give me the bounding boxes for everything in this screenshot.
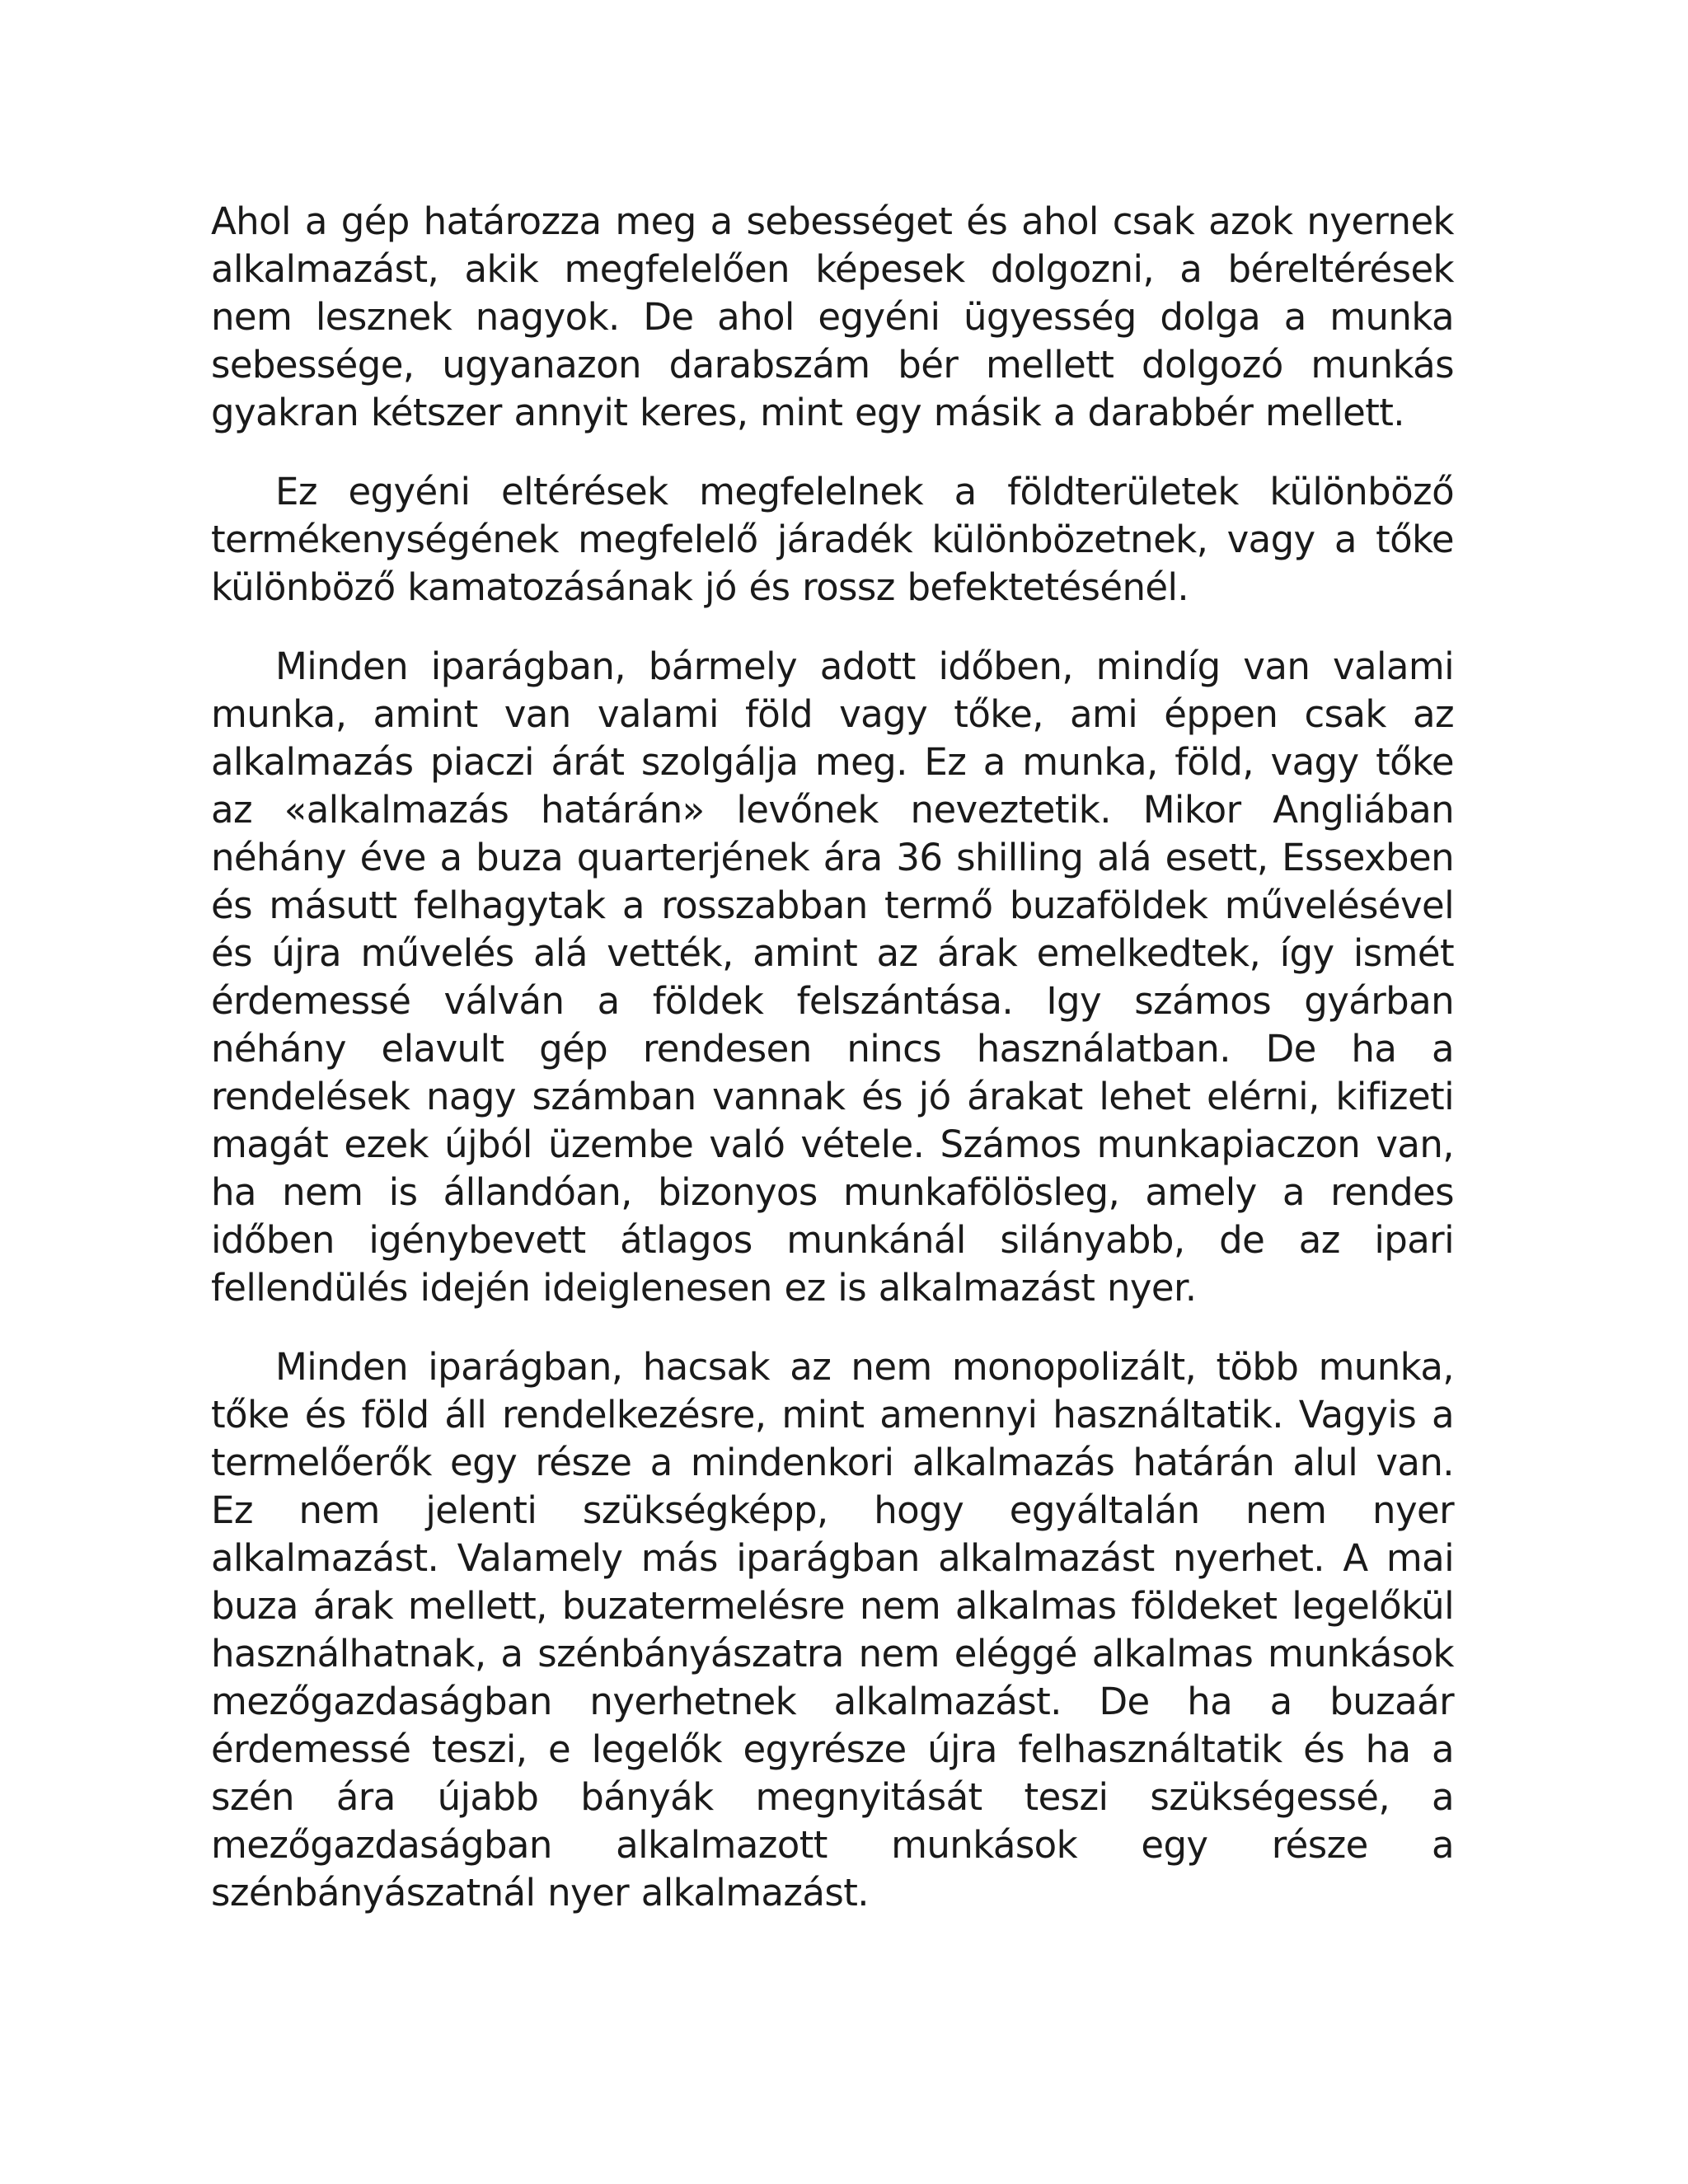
paragraph-2: Ez egyéni eltérések megfelelnek a földterületek különböző termékenységének megfelelő járadék különbözetnek, vagy a tőke különböző kamatozásának jó és rossz befektetésénél. xyxy=(211,470,1454,609)
paragraph-1: Ahol a gép határozza meg a sebességet és ahol csak azok nyernek alkalmazást, akik megfelelően képesek dolgozni, a béreltérések nem lesznek nagyok. De ahol egyéni ügyesség dolga a munka sebessége, ugyanazon darabszám bér mellett dolgozó munkás gyakran kétszer annyit keres, mint egy másik a darabbér mellett. xyxy=(211,199,1454,434)
document-page xyxy=(211,198,1454,1917)
paragraph-3: Minden iparágban, bármely adott időben, mindíg van valami munka, amint van valami föld vagy tőke, ami éppen csak az alkalmazás piaczi árát szolgálja meg. Ez a munka, föld, vagy tőke az «alkalmazás határán» levőnek neveztetik. Mikor Angliában néhány éve a buza quarterjének ára 36 shilling alá esett, Essexben és másutt felhagytak a rosszabban termő buzaföldek művelésével és újra művelés alá vették, amint az árak emelkedtek, így ismét érdemessé válván a földek felszántása. Igy számos gyárban néhány elavult gép rendesen nincs használatban. De ha a rendelések nagy számban vannak és jó árakat lehet elérni, kifizeti magát ezek újból üzembe való vétele. Számos munkapiaczon van, ha nem is állandóan, bizonyos munkafölösleg, amely a rendes időben igénybevett átlagos munkánál silányabb, de az ipari fellendülés idején ideiglenesen ez is alkalmazást nyer. xyxy=(211,644,1454,1310)
paragraph-4: Minden iparágban, hacsak az nem monopolizált, több munka, tőke és föld áll rendelkezésre, mint amennyi használtatik. Vagyis a termelőerők egy része a mindenkori alkalmazás határán alul van. Ez nem jelenti szükségképp, hogy egyáltalán nem nyer alkalmazást. Valamely más iparágban alkalmazást nyerhet. A mai buza árak mellett, buzatermelésre nem alkalmas földeket legelőkül használhatnak, a szénbányászatra nem eléggé alkalmas munkások mezőgazdaságban nyerhetnek alkalmazást. De ha a buzaár érdemessé teszi, e legelők egyrésze újra felhasználtatik és ha a szén ára újabb bányák megnyitását teszi szükségessé, a mezőgazdaságban alkalmazott munkások egy része a szénbányászatnál nyer alkalmazást. xyxy=(211,1345,1454,1915)
